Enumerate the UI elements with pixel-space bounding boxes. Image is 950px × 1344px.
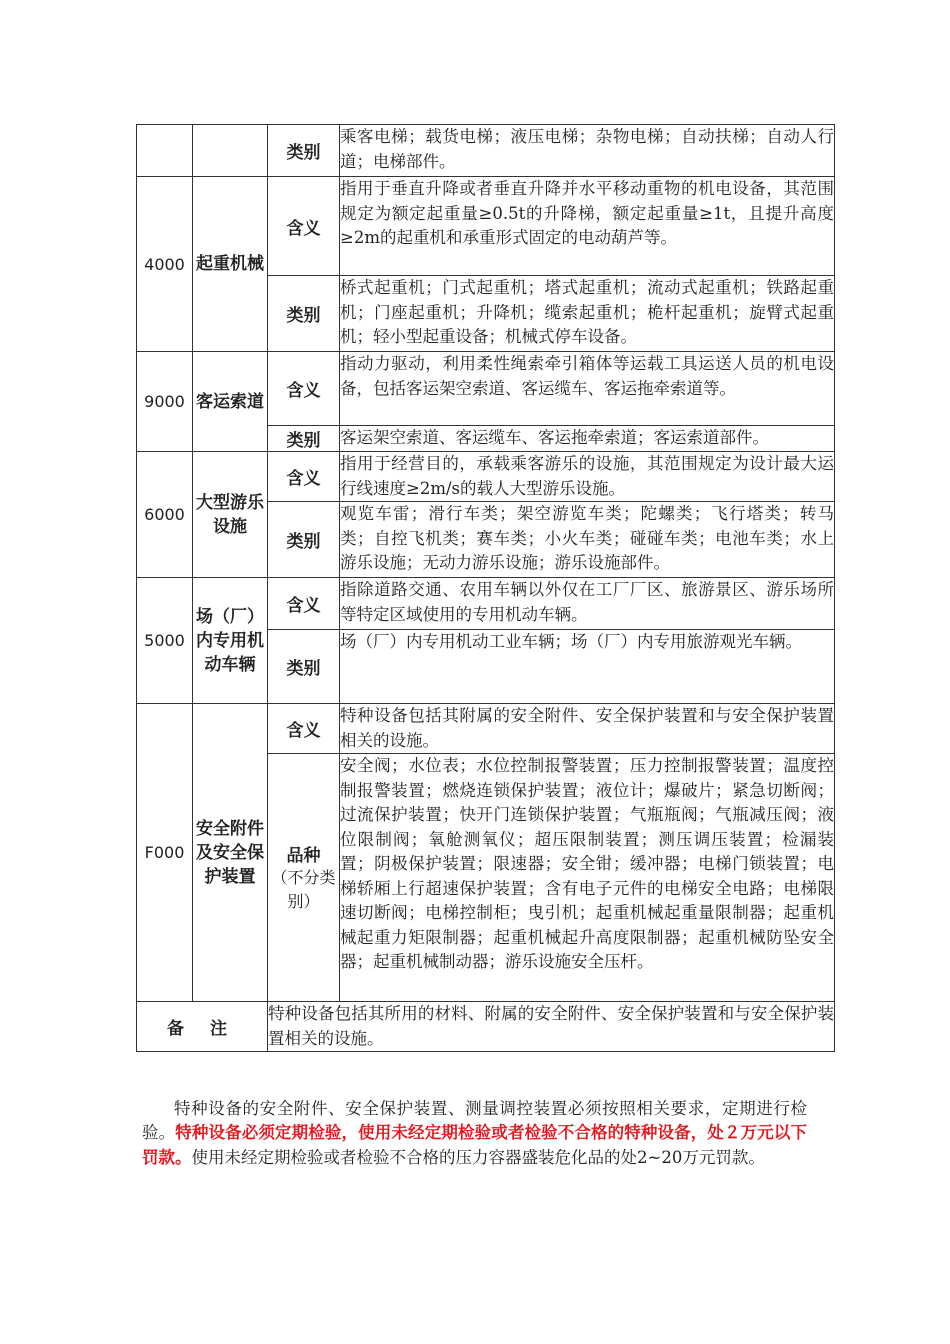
penalty-highlight: 特种设备必须定期检验，使用未经定期检验或者检验不合格的特种设备，处２万元以下罚款。	[142, 1123, 808, 1167]
code-cell: F000	[137, 704, 193, 1002]
meaning-text-cell: 特种设备包括其附属的安全附件、安全保护装置和与安全保护装置相关的设施。	[340, 704, 835, 754]
code-cell: 5000	[137, 578, 193, 704]
kind-label-cell: 类别	[268, 426, 340, 452]
table-row	[137, 352, 835, 426]
table-row	[137, 578, 835, 630]
table-row	[137, 1002, 835, 1052]
table-row	[137, 125, 835, 177]
variety-text-cell: 安全阀；水位表；水位控制报警装置；压力控制报警装置；温度控制报警装置；燃烧连锁保护装置；液位计；爆破片；紧急切断阀；过流保护装置；快开门连锁保护装置；气瓶瓶阀；气瓶减压阀；液位限制阀；氧舱测氧仪；超压限制装置；测压调压装置；检漏装置；阴极保护装置；限速器；安全钳；缓冲器；电梯门锁装置；电梯轿厢上行超速保护装置；含有电子元件的电梯安全电路；电梯限速切断阀；电梯控制柜；曳引机；起重机械起重量限制器；起重机械起重力矩限制器；起重机械起升高度限制器；起重机械防坠安全器；起重机械制动器；游乐设施安全压杆。	[340, 754, 835, 1002]
code-cell: 9000	[137, 352, 193, 452]
table-row	[137, 177, 835, 276]
meaning-text-cell: 指用于垂直升降或者垂直升降并水平移动重物的机电设备，其范围规定为额定起重量≥0.5t的升降梯，额定起重量≥1t，且提升高度≥2m的起重机和承重形式固定的电动葫芦等。	[340, 177, 835, 276]
kind-label-cell: 类别	[268, 630, 340, 704]
name-cell: 安全附件及安全保护装置	[193, 704, 268, 1002]
kind-label-cell: 类别	[268, 276, 340, 352]
kind-label-cell: 含义	[268, 578, 340, 630]
category-text-cell: 客运架空索道、客运缆车、客运拖牵索道；客运索道部件。	[340, 426, 835, 452]
paragraph-text: 特种设备的安全附件、安全保护装置、测量调控装置必须按照相关要求，定期进行检验。	[142, 1098, 807, 1142]
variety-label: 品种	[286, 846, 321, 866]
code-cell: 4000	[137, 177, 193, 352]
category-text-cell: 桥式起重机；门式起重机；塔式起重机；流动式起重机；铁路起重机；门座起重机；升降机；缆索起重机；桅杆起重机；旋臂式起重机；轻小型起重设备；机械式停车设备。	[340, 276, 835, 352]
kind-label-cell	[268, 754, 340, 1002]
category-text-cell: 乘客电梯；载货电梯；液压电梯；杂物电梯；自动扶梯；自动人行道；电梯部件。	[340, 125, 835, 177]
meaning-text-cell: 指除道路交通、农用车辆以外仅在工厂厂区、旅游景区、游乐场所等特定区域使用的专用机动车辆。	[340, 578, 835, 630]
kind-label-cell: 含义	[268, 704, 340, 754]
name-cell: 起重机械	[193, 177, 268, 352]
table-row	[137, 704, 835, 754]
kind-label-cell: 含义	[268, 177, 340, 276]
inspection-paragraph	[142, 1097, 807, 1171]
meaning-text-cell: 指用于经营目的，承载乘客游乐的设施，其范围规定为设计最大运行线速度≥2m/s的载人大型游乐设施。	[340, 452, 835, 502]
code-cell: 6000	[137, 452, 193, 578]
name-cell	[193, 125, 268, 177]
special-equipment-table	[136, 124, 835, 1052]
category-text-cell: 场（厂）内专用机动工业车辆；场（厂）内专用旅游观光车辆。	[340, 630, 835, 704]
variety-sublabel: （不分类别）	[271, 868, 336, 911]
note-label-cell: 备 注	[137, 1002, 268, 1052]
note-text-cell: 特种设备包括其所用的材料、附属的安全附件、安全保护装置和与安全保护装置相关的设施。	[268, 1002, 835, 1052]
table-row	[137, 452, 835, 502]
meaning-text-cell: 指动力驱动，利用柔性绳索牵引箱体等运载工具运送人员的机电设备，包括客运架空索道、客运缆车、客运拖牵索道等。	[340, 352, 835, 426]
category-text-cell: 观览车雷；滑行车类；架空游览车类；陀螺类；飞行塔类；转马类；自控飞机类；赛车类；小火车类；碰碰车类；电池车类；水上游乐设施；无动力游乐设施；游乐设施部件。	[340, 502, 835, 578]
kind-label-cell: 类别	[268, 502, 340, 578]
kind-label-cell: 含义	[268, 452, 340, 502]
name-cell: 场（厂）内专用机动车辆	[193, 578, 268, 704]
code-cell	[137, 125, 193, 177]
kind-label-cell: 类别	[268, 125, 340, 177]
name-cell: 客运索道	[193, 352, 268, 452]
kind-label-cell: 含义	[268, 352, 340, 426]
name-cell: 大型游乐设施	[193, 452, 268, 578]
paragraph-text: 使用未经定期检验或者检验不合格的压力容器盛装危化品的处2~20万元罚款。	[191, 1147, 765, 1167]
